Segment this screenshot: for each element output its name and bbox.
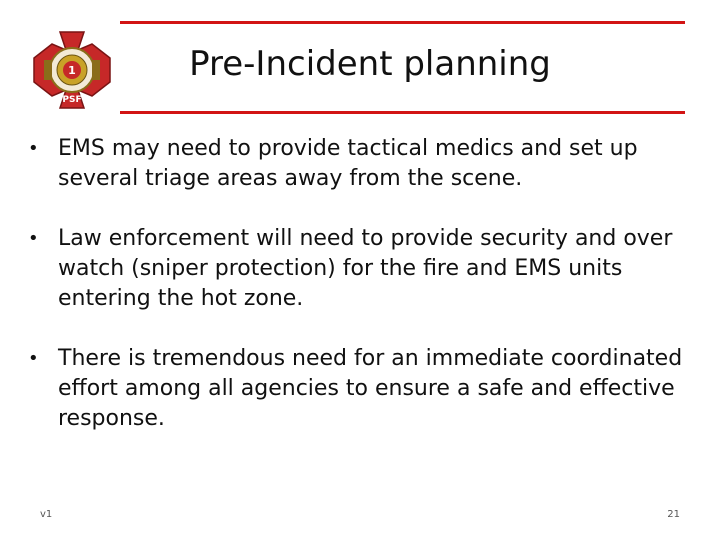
slide-title: Pre-Incident planning [189,44,551,84]
title-top-rule [120,21,685,24]
logo-number: 1 [68,64,76,77]
fire-department-logo-icon [30,28,114,112]
bullet-item [28,224,698,314]
bullet-item [28,134,698,194]
bullet-text: There is tremendous need for an immediate coordinated effort among all agencies to ensure a safe and effective response. [58,346,683,431]
logo-text: PSF [62,95,82,105]
bullet-item [28,344,698,434]
bullet-icon: • [28,228,39,249]
title-bottom-rule [120,111,685,114]
bullet-text: Law enforcement will need to provide security and over watch (sniper protection) for the fire and EMS units entering the hot zone. [58,226,673,311]
bullet-icon: • [28,138,39,159]
page-number: 21 [667,509,680,520]
bullet-icon: • [28,348,39,369]
footer-version: v1 [40,509,53,520]
bullet-text: EMS may need to provide tactical medics and set up several triage areas away from the scene. [58,136,638,191]
bullet-list [28,134,698,464]
